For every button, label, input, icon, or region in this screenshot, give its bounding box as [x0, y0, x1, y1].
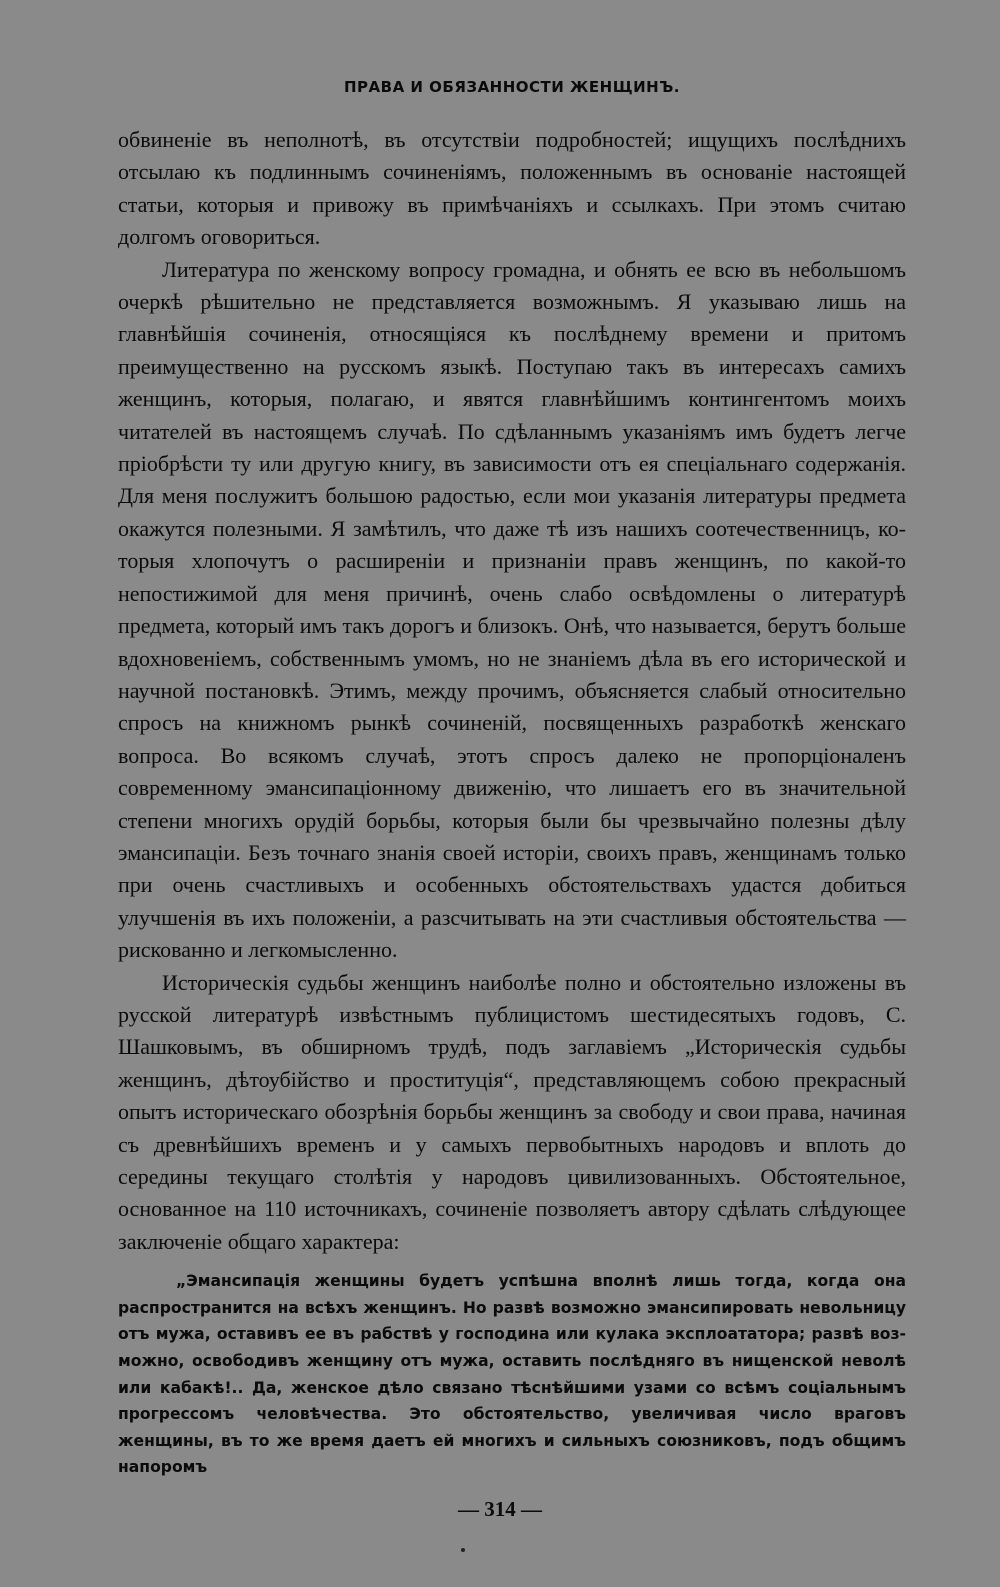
- paragraph-shashkov: Историческія судьбы женщинъ наиболѣе полно и обстоятельно изложены въ русской литературѣ извѣстнымъ публицистомъ шестидесятыхъ годовъ, С. Шашковымъ, въ обширномъ трудѣ, подъ заглавіемъ „Историческія судьбы женщинъ, дѣтоубійство и проституція“, представляющемъ собою прекрасный опытъ историческаго обозрѣнія борьбы женщинъ за свободу и свои права, начиная съ древнѣйшихъ временъ и у самыхъ первобытныхъ народовъ и вплоть до середины текущаго столѣтія у народовъ цивилизованныхъ. Обстоятельное, основанное на 110 источникахъ, сочиненіе позволяетъ автору сдѣлать слѣдующее заключеніе общаго характера:: [118, 969, 906, 1254]
- paragraph-continuation: обвиненіе въ неполнотѣ, въ отсутствіи подробностей; ищущихъ послѣднихъ отсылаю къ подлиннымъ сочиненіямъ, положеннымъ въ основаніе настоящей статьи, которыя и привожу въ примѣчаніяхъ и ссылкахъ. При этомъ считаю долгомъ оговориться.: [118, 127, 906, 250]
- block-quote: [118, 1268, 906, 1481]
- paragraph-literature: Литература по женскому вопросу громадна, и обнять ее всю въ небольшомъ очеркѣ рѣшительно не представляется возможнымъ. Я указываю лишь на главнѣйшія сочиненія, относящіяся къ послѣднему времени и притомъ преимущественно на русскомъ языкѣ. Поступаю такъ въ интересахъ самихъ женщинъ, которыя, полагаю, и явятся главнѣйшимъ контингентомъ моихъ читателей въ настоящемъ случаѣ. По сдѣланнымъ указаніямъ имъ будетъ легче пріобрѣсти ту или другую книгу, въ зависимости отъ ея спеціальнаго содержанія. Для меня послужитъ большою радостью, если мои указанія литературы предмета окажутся полезными. Я замѣтилъ, что даже тѣ изъ нашихъ соотечественницъ, которыя хлопочутъ о расширеніи и признаніи правъ женщинъ, по какой-то непостижимой для меня причинѣ, очень слабо освѣдомлены о литературѣ предмета, который имъ такъ дорогъ и близокъ. Онѣ, что называется, берутъ больше вдохновеніемъ, собственнымъ умомъ, но не знаніемъ дѣла въ его исторической и научной постановкѣ. Этимъ, между прочимъ, объясняется слабый относительно спросъ на книжномъ рынкѣ сочиненій, посвященныхъ разработкѣ женскаго вопроса. Во всякомъ случаѣ, этотъ спросъ далеко не пропорціоналенъ современному эмансипаціонному движенію, что лишаетъ его въ значительной степени многихъ орудій борьбы, которыя были бы чрезвычайно полезны дѣлу эмансипаціи. Безъ точнаго знанія своей исторіи, своихъ правъ, женщинамъ только при очень счастливыхъ и особенныхъ обстоятельствахъ удастся добиться улучшенія въ ихъ положеніи, а разсчитывать на эти счастливыя обстоятельства — рискованно и легкомысленно.: [118, 256, 906, 963]
- quote-text: „Эмансипація женщины будетъ успѣшна вполнѣ лишь тогда, когда она распространится на всѣхъ женщинъ. Но развѣ возможно эмансипировать невольницу отъ мужа, оставивъ ее въ рабствѣ у господина или кулака эксплоататора; развѣ возможно, освободивъ женщину отъ мужа, оставить послѣдняго въ нищенской неволѣ или кабакѣ!.. Да, женское дѣло связано тѣснѣйшими узами со всѣмъ соціальнымъ прогрессомъ человѣчества. Это обстоятельство, увеличивая число враговъ женщины, въ то же время даетъ ей многихъ и сильныхъ союзниковъ, подъ общимъ напоромъ: [118, 1272, 906, 1477]
- book-page: [118, 78, 906, 1568]
- main-text: [118, 124, 906, 1258]
- running-head: ПРАВА И ОБЯЗАННОСТИ ЖЕНЩИНЪ.: [343, 78, 681, 96]
- page-number: — 314 —: [458, 1497, 542, 1521]
- ink-speck: [461, 1548, 465, 1552]
